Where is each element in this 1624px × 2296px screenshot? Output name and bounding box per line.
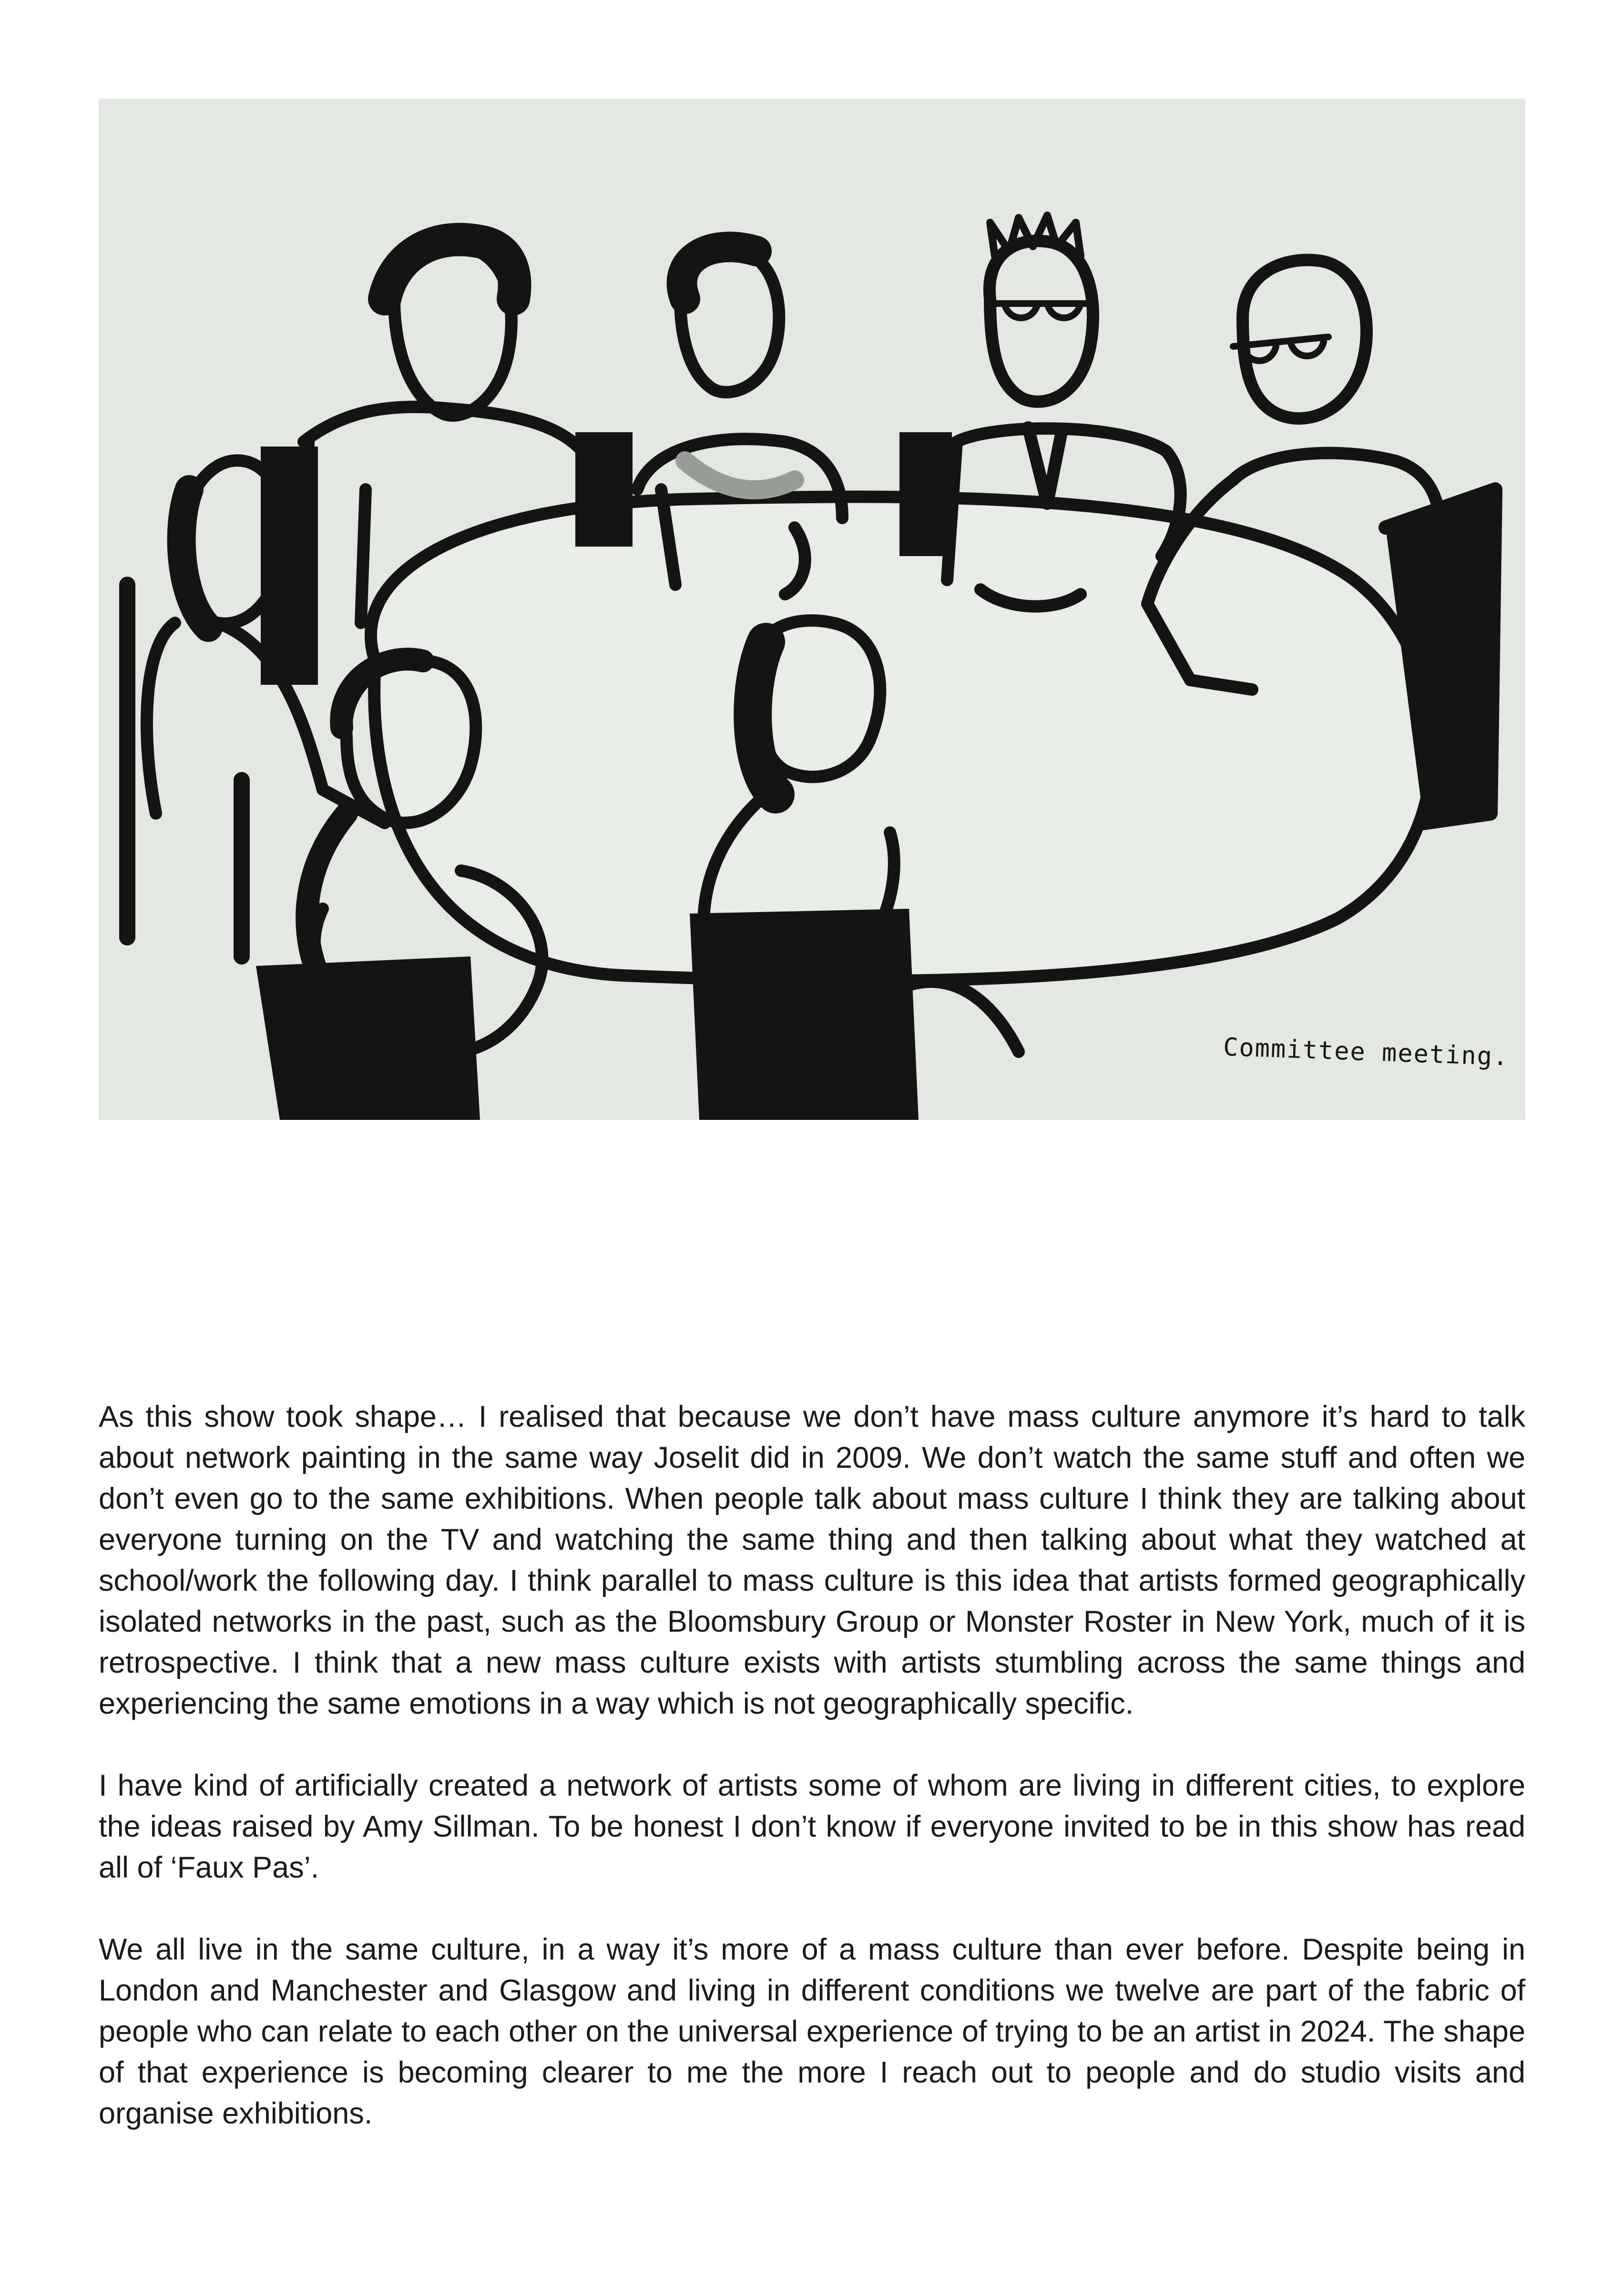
chair-front-center xyxy=(690,909,919,1120)
chair-back-3 xyxy=(575,432,633,547)
ink-drawing xyxy=(99,99,1525,1120)
paragraph: As this show took shape… I realised that because we don’t have mass culture anymore it’s hard to talk about network painting in the same way Joselit did in 2009. We don’t watch the same stuff and often we don’t even go to the same exhibitions. When people talk about mass culture I think they are talking about everyone turning on the TV and watching the same thing and then talking about what they watched at school/work the following day. I think parallel to mass culture is this idea that artists formed geographically isolated networks in the past, such as the Bloomsbury Group or Monster Roster in New York, much of it is retrospective. I think that a new mass culture exists with artists stumbling across the same things and experiencing the same emotions in a way which is not geographically specific. xyxy=(99,1400,1525,1720)
paragraph: We all live in the same culture, in a way it’s more of a mass culture than ever before. Despite being in London and Manchester and Glasgow and living in different conditions we twelve are part of the fabric of people who can relate to each other on the universal experience of trying to be an artist in 2024. The shape of that experience is becoming clearer to me the more I reach out to people and do studio visits and organise exhibitions. xyxy=(99,1933,1525,2130)
paragraph: I have kind of artificially created a network of artists some of whom are living in different cities, to explore the ideas raised by Amy Sillman. To be honest I don’t know if everyone invited to be in this show has read all of ‘Faux Pas’. xyxy=(99,1769,1525,1884)
committee-meeting-illustration xyxy=(99,99,1525,1120)
person-4 xyxy=(990,241,1093,402)
essay-text xyxy=(99,1396,1525,2134)
chair-front-left xyxy=(256,956,480,1120)
illustration-caption: Committee meeting. xyxy=(1223,1033,1510,1072)
